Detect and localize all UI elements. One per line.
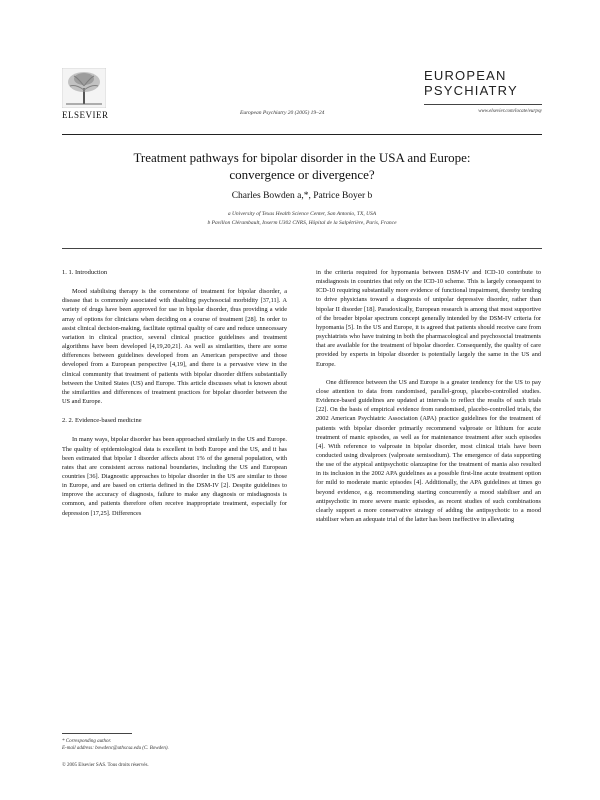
article-title [62, 149, 542, 183]
body-paragraph-1: in the criteria required for hypomania between DSM-IV and ICD-10 contribute to misdiagnosis in countries that rely on the ICD-10 scheme. This is largely consequent to ICD-10 requiring substantially more evidence of functional impairment, thereby tending to drive physicians toward a diagnosis of unipolar depressive disorder, rather than bipolar II disorder [18]. Paradoxically, European research is among that most supportive of the broader bipolar spectrum concept generally intended by the DSM-IV criteria for hypomania [5]. In the US and Europe, it is agreed that patients should receive care from psychiatrists who have training in both the pharmacological and psychosocial treatments that are available for the treatment of bipolar disorder. Consequently, the quality of care provided by experts in bipolar disorder is potentially largely the same in the US and Europe. [316, 269, 541, 368]
title-divider [62, 248, 542, 249]
footnotes [62, 738, 292, 752]
journal-divider [424, 104, 542, 105]
affiliation-b: b Pavillon Clérambault, Inserm U302 CNRS, Hôpital de la Salpêtrière, Paris, France [207, 220, 397, 226]
introduction-paragraph: Mood stabilising therapy is the cornerstone of treatment for bipolar disorder, a disease that is commonly associated with disabling psychosocial morbidity [37,11]. A variety of drugs have been approved for use in bipolar disorder, thus providing a wide array of options for clinicians when deciding on a course of treatment [28]. In order to assist clinical decision-making, facilitate optimal quality of care and reduce unnecessary variation in clinical practice, several clinical practice guidelines and treatment algorithms have been developed [4,19,20,21]. As well as similarities, there are some differences between guidelines developed from an American perspective and those developed from a European perspective [4,19], and there is a pervasive view in the clinical community that treatment of patients with bipolar disorder differs substantially between the United States (US) and Europe. This article discusses what is known about the similarities and differences of treatment practices for bipolar disorder between the US and Europe. [62, 288, 287, 406]
article-authors: Charles Bowden a,*, Patrice Boyer b [231, 191, 373, 201]
publisher-name: ELSEVIER [62, 110, 109, 120]
journal-citation: European Psychiatry 20 (2005) 19–24 [240, 110, 325, 116]
author-email[interactable]: E-mail address: bowdenc@uthscsa.edu (C. Bowden). [62, 746, 169, 751]
left-column [62, 268, 287, 527]
elsevier-tree-logo-icon [62, 68, 106, 108]
journal-name-line1: EUROPEAN [424, 68, 507, 83]
section-heading-introduction: 1. 1. Introduction [62, 269, 108, 276]
title-line-1: Treatment pathways for bipolar disorder in the USA and Europe: [133, 150, 471, 165]
title-line-2: convergence or divergence? [229, 167, 375, 182]
corresponding-author-note: * Corresponding author. [62, 739, 112, 744]
header-divider [62, 134, 542, 135]
body-paragraph-2: One difference between the US and Europe is a greater tendency for the US to pay close attention to data from randomised, parallel-group, placebo-controlled studies. Evidence-based guidelines are updated at intervals to reflect the results of such trials [22]. On the basis of empirical evidence from randomised, placebo-controlled trials, the 2002 American Psychiatric Association (APA) practice guidelines for the treatment of patients with bipolar disorder primarily recommend valproate or lithium for acute treatment of manic episodes, as well as for maintenance treatment after such episodes [4]. With reference to valproate in bipolar disorder, most clinical trials have been conducted using divalproex (valproate semisodium). The emergence of data supporting the use of the atypical antipsychotic olanzapine for the treatment of mania also resulted in its inclusion in the 2002 APA guidelines as a possible first-line acute treatment option for mild to moderate manic episodes [4]. Additionally, the APA guidelines at times go beyond evidence, e.g. recommending starting concurrently a mood stabiliser and an antipsychotic in more severe manic episodes, as recent studies of such combinations clearly support a more conservative strategy of adding the antipsychotic to a mood stabiliser when an adequate trial of the latter has been ineffective in alleviating [316, 378, 541, 524]
evidence-paragraph: In many ways, bipolar disorder has been approached similarly in the US and Europe. The quality of epidemiological data is excellent in both Europe and the US, and it has been estimated that bipolar I disorder affects about 1% of the general population, with rates that are consistent across national boundaries, including the US and European countries [36]. Diagnostic approaches to bipolar disorder in the US are similar to those in Europe, and are based on criteria defined in the DSM-IV [2]. Despite guidelines to improve the accuracy of diagnosis, failure to make any diagnosis or misdiagnosis is common, and patients therefore often receive inappropriate treatment, especially for depression [17,25]. Differences [62, 436, 287, 517]
journal-url[interactable]: www.elsevier.com/locate/eurpsy [478, 109, 542, 114]
section-heading-evidence: 2. 2. Evidence-based medicine [62, 417, 142, 425]
journal-logo [424, 68, 542, 114]
footnote-divider [62, 733, 132, 734]
copyright-notice: © 2005 Elsevier SAS. Tous droits réservés. [62, 763, 149, 768]
affiliation-a: a University of Texas Health Science Center, San Antonio, TX, USA [227, 211, 377, 217]
right-column [316, 268, 541, 533]
journal-name-line2: PSYCHIATRY [424, 83, 518, 98]
affiliations [62, 210, 542, 228]
journal-header [62, 68, 542, 128]
